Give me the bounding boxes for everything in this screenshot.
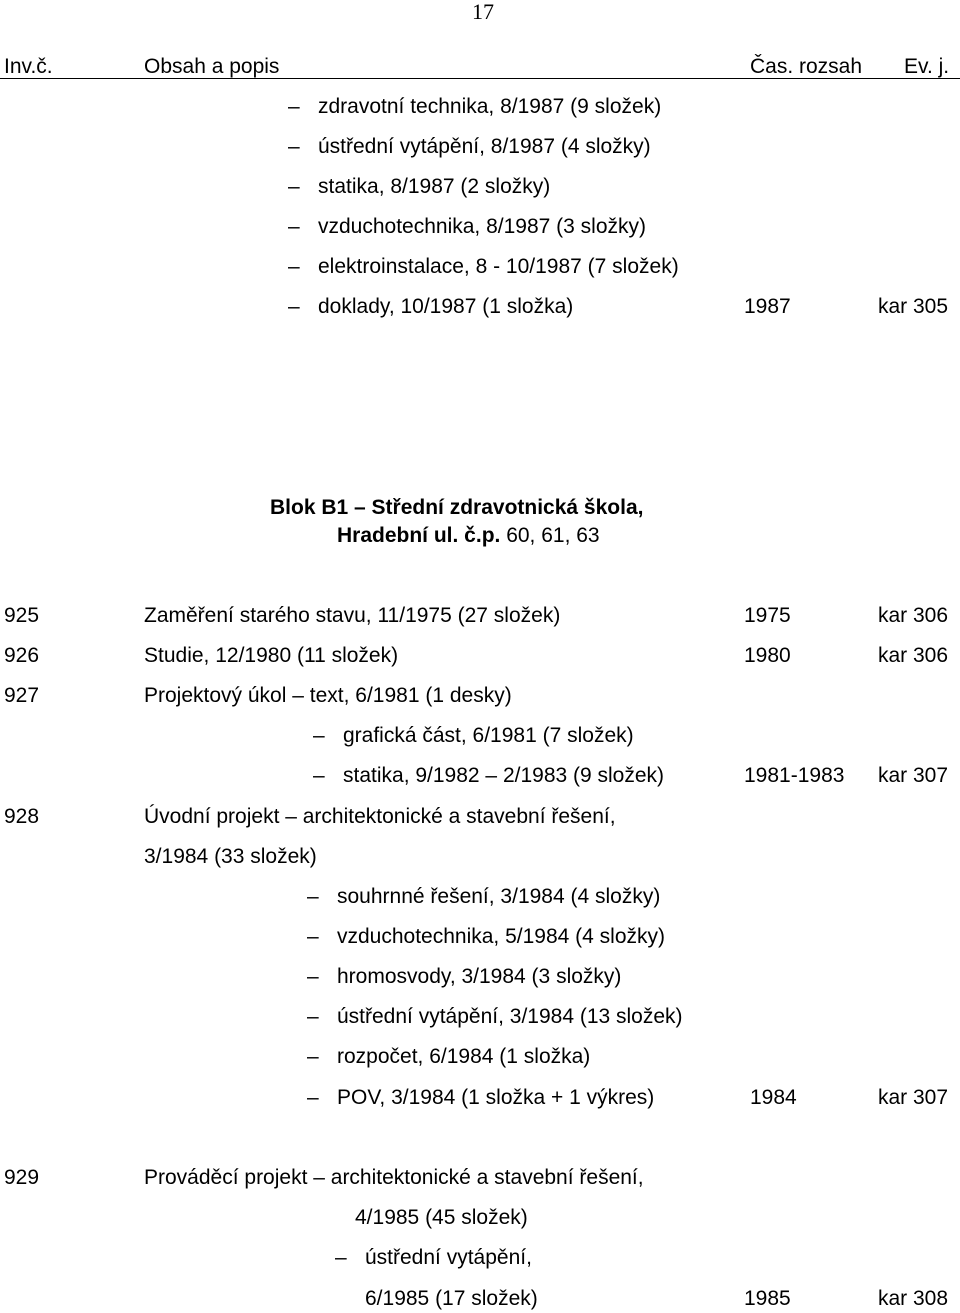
list-item: ústřední vytápění, 8/1987 (4 složky): [318, 135, 651, 158]
dash-marker: –: [288, 175, 300, 198]
dash-marker: –: [307, 1005, 319, 1028]
inventory-number: 929: [4, 1166, 40, 1189]
header-cas: Čas. rozsah: [750, 55, 863, 78]
entry-description-cont: 3/1984 (33 složek): [144, 845, 317, 868]
list-item: elektroinstalace, 8 - 10/1987 (7 složek): [318, 255, 679, 278]
section-heading-rest: 60, 61, 63: [500, 524, 600, 547]
sub-item: vzduchotechnika, 5/1984 (4 složky): [337, 925, 666, 948]
dash-marker: –: [288, 295, 300, 318]
list-item: vzduchotechnika, 8/1987 (3 složky): [318, 215, 647, 238]
sub-item-cont: 6/1985 (17 složek): [365, 1287, 538, 1310]
list-item: zdravotní technika, 8/1987 (9 složek): [318, 95, 662, 118]
section-heading-bold: Hradební ul. č.p.: [337, 524, 501, 547]
dash-marker: –: [288, 255, 300, 278]
sub-item: rozpočet, 6/1984 (1 složka): [337, 1045, 591, 1068]
time-range: 1981-1983: [744, 764, 845, 787]
dash-marker: –: [307, 925, 319, 948]
header-divider: [0, 78, 960, 79]
time-range: 1985: [744, 1287, 791, 1310]
dash-marker: –: [313, 764, 325, 787]
header-ev: Ev. j.: [904, 55, 950, 78]
storage-unit: kar 307: [878, 764, 949, 787]
dash-marker: –: [335, 1246, 347, 1269]
entry-description: Zaměření starého stavu, 11/1975 (27 složek): [144, 604, 561, 627]
list-item: doklady, 10/1987 (1 složka): [318, 295, 574, 318]
sub-item: statika, 9/1982 – 2/1983 (9 složek): [343, 764, 665, 787]
page-number: 17: [472, 0, 494, 24]
time-range: 1980: [744, 644, 791, 667]
time-range: 1975: [744, 604, 791, 627]
entry-description: Projektový úkol – text, 6/1981 (1 desky): [144, 684, 512, 707]
entry-description: Studie, 12/1980 (11 složek): [144, 644, 399, 667]
sub-item: ústřední vytápění,: [365, 1246, 532, 1269]
header-obsah: Obsah a popis: [144, 55, 280, 78]
inventory-number: 928: [4, 805, 40, 828]
sub-item: souhrnné řešení, 3/1984 (4 složky): [337, 885, 661, 908]
dash-marker: –: [307, 965, 319, 988]
dash-marker: –: [307, 1086, 319, 1109]
dash-marker: –: [288, 95, 300, 118]
dash-marker: –: [307, 1045, 319, 1068]
entry-description: Prováděcí projekt – architektonické a stavební řešení,: [144, 1166, 644, 1189]
entry-description-cont: 4/1985 (45 složek): [355, 1206, 528, 1229]
storage-unit: kar 306: [878, 604, 949, 627]
storage-unit: kar 305: [878, 295, 949, 318]
dash-marker: –: [307, 885, 319, 908]
inventory-number: 926: [4, 644, 40, 667]
time-range: 1987: [744, 295, 791, 318]
inventory-number: 927: [4, 684, 40, 707]
storage-unit: kar 308: [878, 1287, 949, 1310]
dash-marker: –: [288, 215, 300, 238]
dash-marker: –: [288, 135, 300, 158]
header-inv: Inv.č.: [4, 55, 53, 78]
inventory-number: 925: [4, 604, 40, 627]
section-heading-line2: [337, 524, 600, 548]
storage-unit: kar 307: [878, 1086, 949, 1109]
sub-item: POV, 3/1984 (1 složka + 1 výkres): [337, 1086, 655, 1109]
time-range: 1984: [750, 1086, 797, 1109]
sub-item: grafická část, 6/1981 (7 složek): [343, 724, 634, 747]
sub-item: hromosvody, 3/1984 (3 složky): [337, 965, 622, 988]
section-heading-line1: Blok B1 – Střední zdravotnická škola,: [270, 496, 644, 519]
list-item: statika, 8/1987 (2 složky): [318, 175, 551, 198]
storage-unit: kar 306: [878, 644, 949, 667]
sub-item: ústřední vytápění, 3/1984 (13 složek): [337, 1005, 683, 1028]
dash-marker: –: [313, 724, 325, 747]
entry-description: Úvodní projekt – architektonické a stavební řešení,: [144, 805, 616, 828]
